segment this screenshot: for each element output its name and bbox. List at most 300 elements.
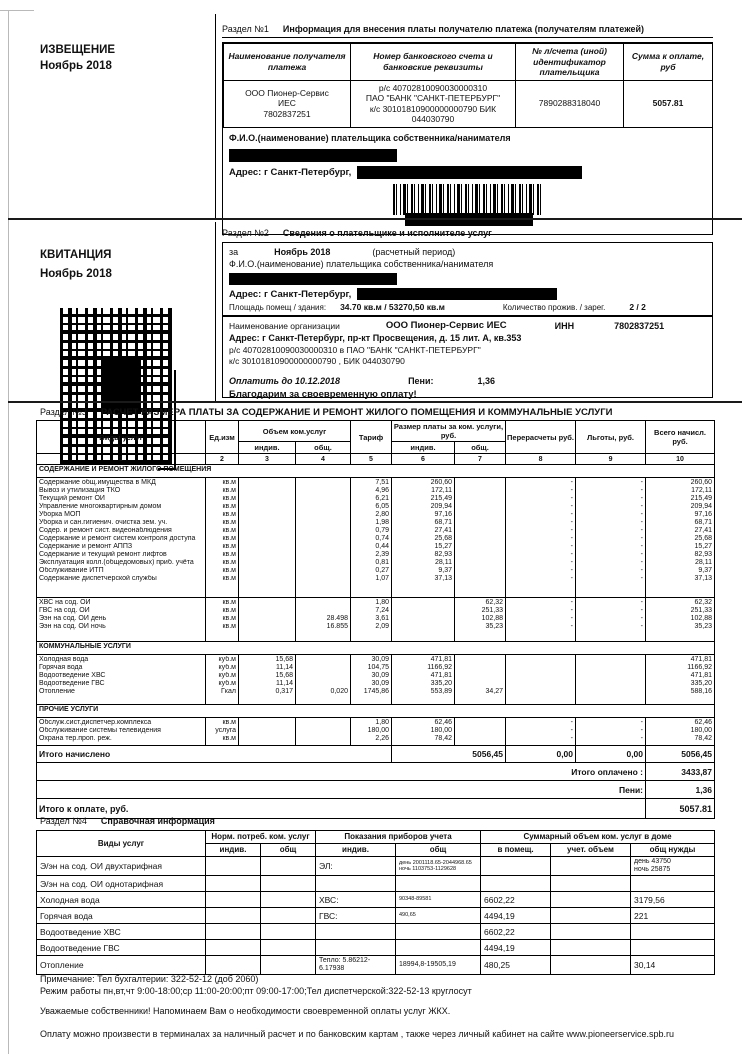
reference-cell xyxy=(206,940,261,956)
ref-hdr-services: Виды услуг xyxy=(37,831,206,857)
service-value: кв.м xyxy=(222,543,236,550)
service-value: - xyxy=(570,503,574,510)
service-value: кв.м xyxy=(222,551,236,558)
service-value: 62,32 xyxy=(694,599,713,606)
receipt-period: Ноябрь 2018 xyxy=(40,268,112,280)
service-value: 97,16 xyxy=(434,511,452,518)
service-value: 6,21 xyxy=(375,495,389,502)
service-value: - xyxy=(640,527,644,534)
scan-edge-line xyxy=(8,10,9,1054)
service-value: - xyxy=(640,519,644,526)
pay-due-date: Оплатить до 10.12.2018 xyxy=(229,376,341,386)
reference-cell xyxy=(316,956,396,975)
service-value: 35,23 xyxy=(694,623,713,630)
service-cell xyxy=(392,598,455,642)
service-value xyxy=(457,551,503,559)
service-name: Водоотведение ХВС xyxy=(39,672,106,679)
service-value xyxy=(241,519,293,527)
service-value: - xyxy=(640,567,644,574)
service-block-row xyxy=(37,478,715,598)
service-block-row xyxy=(37,718,715,746)
reference-cell: ГВС: xyxy=(316,908,396,924)
reference-cell xyxy=(261,924,316,940)
service-name: Содержание общ.имущества в МКД xyxy=(39,479,156,486)
service-value: - xyxy=(570,567,574,574)
service-value xyxy=(298,672,348,680)
section-divider xyxy=(8,218,742,220)
hdr-recalc: Перерасчеты руб. xyxy=(506,421,576,454)
service-value xyxy=(298,511,348,519)
hdr-amt-com: общ. xyxy=(455,442,506,454)
service-value: 471,81 xyxy=(430,672,452,679)
reference-cell xyxy=(631,940,715,956)
service-value xyxy=(508,688,573,696)
service-value: 172,11 xyxy=(691,487,713,494)
redacted-payer-name xyxy=(229,149,397,162)
service-cell xyxy=(351,718,392,746)
total-accrued-label: Итого начислено xyxy=(37,746,392,763)
service-value: - xyxy=(570,551,574,558)
meter-reading: день 43750 xyxy=(634,858,671,865)
reference-cell: Отопление xyxy=(37,956,206,975)
service-value: - xyxy=(570,559,574,566)
hdr-vol-ind: индив. xyxy=(239,442,296,454)
service-value: кв.м xyxy=(222,479,236,486)
account-cell: 7890288318040 xyxy=(516,80,624,127)
ref-subheader: индив. xyxy=(206,844,261,857)
service-value: - xyxy=(640,607,644,614)
service-cell xyxy=(239,655,296,705)
service-cell xyxy=(239,718,296,746)
service-cell xyxy=(206,598,239,642)
service-value: 11,14 xyxy=(276,664,293,671)
service-value: - xyxy=(640,503,644,510)
total-due-value: 5057.81 xyxy=(646,799,715,819)
service-cell xyxy=(351,478,392,598)
service-value xyxy=(508,664,573,672)
service-value: - xyxy=(640,543,644,550)
hdr-amount-group: Размер платы за ком. услуги, руб. xyxy=(392,421,506,442)
service-name: Уборка МОП xyxy=(39,511,81,518)
recipient-cell: ООО Пионер-Сервис ИЕС 7802837251 xyxy=(224,80,351,127)
service-cell xyxy=(576,598,646,642)
service-value xyxy=(578,656,643,664)
service-value xyxy=(457,543,503,551)
service-value: 30,09 xyxy=(371,656,389,663)
reference-row xyxy=(37,956,715,975)
service-cell xyxy=(576,718,646,746)
notice-title: ИЗВЕЩЕНИЕ xyxy=(40,44,116,56)
redacted-qr-center xyxy=(103,358,141,414)
meter-reading: Тепло: 5.86212- xyxy=(319,957,371,964)
service-value xyxy=(457,495,503,503)
service-cell xyxy=(506,478,576,598)
column-numbers-row xyxy=(37,454,715,465)
reference-row xyxy=(37,892,715,908)
reference-cell xyxy=(631,924,715,940)
ref-subheader: индив. xyxy=(316,844,396,857)
service-value: - xyxy=(640,735,644,742)
reference-cell xyxy=(206,892,261,908)
service-value: 0,44 xyxy=(375,543,389,550)
service-value: 180,00 xyxy=(430,727,452,734)
receipt-sidebar xyxy=(40,246,112,284)
service-value: 0,27 xyxy=(375,567,389,574)
service-cell xyxy=(296,598,351,642)
reference-table xyxy=(36,830,715,975)
service-value: кв.м xyxy=(222,615,236,622)
note-working-hours: Режим работы пн,вт,чт 9:00-18:00;ср 11:00-20:00;пт 09:00-17:00;Тел диспетчерской:322-52-13 круглосут xyxy=(40,986,472,996)
service-value: - xyxy=(640,495,644,502)
service-value: 335,20 xyxy=(690,680,713,687)
period-prefix: за xyxy=(229,247,239,257)
reference-cell xyxy=(551,956,631,975)
column-number: 3 xyxy=(239,454,296,465)
service-value: кв.м xyxy=(222,487,236,494)
service-value: 0,74 xyxy=(375,535,389,542)
col-recipient-header: Наименование получателя платежа xyxy=(224,44,351,81)
total-accrued-row xyxy=(37,746,715,763)
reference-cell xyxy=(396,857,481,876)
service-value: кв.м xyxy=(222,719,236,726)
service-cell xyxy=(455,598,506,642)
service-value xyxy=(508,656,573,664)
service-value: 1,80 xyxy=(375,719,389,726)
service-value xyxy=(298,575,348,583)
period-suffix: (расчетный период) xyxy=(372,247,456,257)
service-value: куб.м xyxy=(218,680,236,687)
service-value xyxy=(241,543,293,551)
service-value xyxy=(578,664,643,672)
reference-cell xyxy=(551,892,631,908)
service-value: 251,33 xyxy=(481,607,504,614)
notice-sidebar xyxy=(40,42,115,74)
hdr-service-types: Виды услуг xyxy=(37,421,206,454)
service-value xyxy=(457,735,503,743)
service-value xyxy=(457,719,503,727)
service-value: 62,32 xyxy=(485,599,504,606)
service-name: Текущий ремонт ОИ xyxy=(39,495,105,502)
service-name: Холодная вода xyxy=(39,656,89,663)
service-value: 2,39 xyxy=(375,551,389,558)
reference-cell: 4494,19 xyxy=(481,940,551,956)
service-value: 30,09 xyxy=(371,680,389,687)
service-value: 2,26 xyxy=(375,735,389,742)
service-value: кв.м xyxy=(222,567,236,574)
org-address: Адрес: г Санкт-Петербург, пр-кт Просвещения, д. 15 лит. А, кв.353 xyxy=(229,333,522,343)
service-value xyxy=(241,615,293,623)
service-value: 28.498 xyxy=(326,615,348,622)
section3-label: Раздел №3 xyxy=(40,407,87,417)
reference-cell xyxy=(396,924,481,940)
service-name: Содержание диспетчерской службы xyxy=(39,575,157,582)
hdr-unit: Ед.изм xyxy=(206,421,239,454)
service-value xyxy=(241,559,293,567)
reference-cell xyxy=(481,857,551,876)
service-cell xyxy=(392,718,455,746)
reference-cell xyxy=(396,940,481,956)
service-value: 104,75 xyxy=(367,664,389,671)
reference-cell xyxy=(206,956,261,975)
meter-reading: 90348-89581 xyxy=(399,896,432,903)
column-number: 7 xyxy=(455,454,506,465)
service-value: - xyxy=(640,559,644,566)
service-value: 62,46 xyxy=(694,719,713,726)
col-bank-header: Номер банковского счета и банковские реквизиты xyxy=(351,44,516,81)
service-cell xyxy=(506,655,576,705)
inn-value: 7802837251 xyxy=(614,320,665,331)
service-group-label: КОММУНАЛЬНЫЕ УСЛУГИ xyxy=(37,642,715,655)
peni-label: Пени: xyxy=(408,376,434,386)
service-value: 15,68 xyxy=(275,656,293,663)
reference-cell: Водоотведение ХВС xyxy=(37,924,206,940)
reference-cell xyxy=(481,876,551,892)
service-value: - xyxy=(570,615,574,622)
service-name: Охрана тер.проп. реж. xyxy=(39,735,112,742)
note-accounting-phone: Примечание: Тел бухгалтерии: 322-52-12 (доб 2060) xyxy=(40,974,259,984)
service-value: 9,37 xyxy=(438,567,452,574)
service-value xyxy=(298,527,348,535)
service-value: 0,020 xyxy=(330,688,348,695)
service-value: 553,89 xyxy=(430,688,452,695)
service-value: кв.м xyxy=(222,511,236,518)
reference-cell: 6602,22 xyxy=(481,892,551,908)
reference-cell xyxy=(551,908,631,924)
service-name: Горячая вода xyxy=(39,664,83,671)
service-value xyxy=(298,551,348,559)
service-cell xyxy=(296,718,351,746)
service-value: кв.м xyxy=(222,519,236,526)
peni-value: 1,36 xyxy=(477,376,496,386)
service-value: 0,81 xyxy=(375,559,389,566)
service-value: 1,98 xyxy=(375,519,389,526)
reference-cell xyxy=(261,876,316,892)
service-name: Содержание и текущий ремонт лифтов xyxy=(39,551,167,558)
service-value: 9,37 xyxy=(698,567,713,574)
service-value xyxy=(241,503,293,511)
peni-row xyxy=(37,781,715,799)
meter-reading: 490,65 xyxy=(399,912,416,919)
service-value: - xyxy=(640,623,644,630)
service-value: 82,93 xyxy=(694,551,713,558)
service-value xyxy=(241,487,293,495)
total-accrued-recalc: 0,00 xyxy=(506,746,576,763)
service-name: Отопление xyxy=(39,688,75,695)
service-cell xyxy=(351,598,392,642)
service-value: - xyxy=(640,479,644,486)
org-name: ООО Пионер-Сервис ИЕС xyxy=(385,320,507,331)
column-number: 5 xyxy=(351,454,392,465)
service-value xyxy=(578,688,643,696)
service-cell xyxy=(455,718,506,746)
total-paid-value: 3433,87 xyxy=(646,763,715,781)
service-value: - xyxy=(570,535,574,542)
service-value: 172,11 xyxy=(431,487,452,494)
hdr-amt-ind: индив. xyxy=(392,442,455,454)
total-paid-row xyxy=(37,763,715,781)
service-value: кв.м xyxy=(222,495,236,502)
service-value: 78,42 xyxy=(694,735,713,742)
service-value: 27,41 xyxy=(434,527,452,534)
service-value xyxy=(241,735,293,743)
section4-label: Раздел №4 xyxy=(40,816,87,826)
service-value xyxy=(457,680,503,688)
reference-row xyxy=(37,940,715,956)
service-cell xyxy=(206,478,239,598)
service-value xyxy=(298,559,348,567)
service-name: Ээн на сод. ОИ день xyxy=(39,615,107,622)
service-cell xyxy=(37,718,206,746)
ref-subheader: учет. объем xyxy=(551,844,631,857)
service-value: куб.м xyxy=(218,672,236,679)
service-name: Содер. и ремонт сист. видеонаблюдения xyxy=(39,527,172,534)
service-value: 1,80 xyxy=(375,599,389,606)
service-cell xyxy=(506,598,576,642)
service-cell xyxy=(351,655,392,705)
service-value xyxy=(241,479,293,487)
service-group-label: СОДЕРЖАНИЕ И РЕМОНТ ЖИЛОГО ПОМЕЩЕНИЯ xyxy=(37,465,715,478)
section4-title: Раздел №4 Справочная информация xyxy=(40,816,215,826)
service-value xyxy=(241,727,293,735)
reference-cell xyxy=(551,924,631,940)
notice-period: Ноябрь 2018 xyxy=(40,60,112,72)
service-value: 3,61 xyxy=(375,615,389,622)
reference-cell xyxy=(206,876,261,892)
service-value: - xyxy=(640,727,644,734)
service-value xyxy=(298,495,348,503)
service-value: - xyxy=(570,511,574,518)
reference-cell xyxy=(551,940,631,956)
reference-cell xyxy=(631,876,715,892)
service-value xyxy=(298,664,348,672)
service-value: куб.м xyxy=(218,656,236,663)
service-value: - xyxy=(570,543,574,550)
reference-cell: Водоотведение ГВС xyxy=(37,940,206,956)
reference-cell xyxy=(261,956,316,975)
service-value xyxy=(508,672,573,680)
reference-cell: 30,14 xyxy=(631,956,715,975)
service-value: - xyxy=(570,735,574,742)
hdr-vol-com: общ. xyxy=(296,442,351,454)
service-value xyxy=(298,727,348,735)
reference-cell: 480,25 xyxy=(481,956,551,975)
service-value: 11,14 xyxy=(276,680,293,687)
service-value: - xyxy=(640,551,644,558)
service-value: 68,71 xyxy=(694,519,713,526)
meter-reading: ночь 1103753-1129628 xyxy=(399,866,457,872)
service-value xyxy=(298,535,348,543)
service-value xyxy=(457,672,503,680)
service-name: Обслуживание системы телевидения xyxy=(39,727,161,734)
total-accrued-sum: 5056,45 xyxy=(646,746,715,763)
service-value: 25,68 xyxy=(694,535,713,542)
service-value: 471,81 xyxy=(430,656,452,663)
service-value xyxy=(457,664,503,672)
reference-cell xyxy=(551,876,631,892)
reference-cell: 6602,22 xyxy=(481,924,551,940)
service-value xyxy=(241,575,293,583)
column-number: 6 xyxy=(392,454,455,465)
receipt-title: КВИТАНЦИЯ xyxy=(40,249,112,261)
column-number: 4 xyxy=(296,454,351,465)
meter-reading: день 2001118.65-2044968.65 xyxy=(399,859,472,866)
service-value: 0,79 xyxy=(375,527,389,534)
hdr-benefits: Льготы, руб. xyxy=(576,421,646,454)
reference-cell xyxy=(396,956,481,975)
section2-title: Раздел №2 Сведения о плательщике и исполнителе услуг xyxy=(222,228,492,238)
service-value xyxy=(298,479,348,487)
service-value xyxy=(241,719,293,727)
service-value: куб.м xyxy=(218,664,236,671)
service-name: Содержание и ремонт АППЗ xyxy=(39,543,133,550)
service-value xyxy=(298,719,348,727)
service-value: 62,46 xyxy=(434,719,452,726)
service-cell xyxy=(392,478,455,598)
reference-cell xyxy=(261,940,316,956)
charges-table xyxy=(36,420,715,819)
reference-cell: Э/эн на сод. ОИ однотарифная xyxy=(37,876,206,892)
service-cell xyxy=(206,718,239,746)
service-value xyxy=(298,543,348,551)
reference-cell: ХВС: xyxy=(316,892,396,908)
service-group-row xyxy=(37,642,715,655)
service-cell xyxy=(576,655,646,705)
service-value: 15,27 xyxy=(434,543,452,550)
service-value xyxy=(457,656,503,664)
address-label2: Адрес: г Санкт-Петербург, xyxy=(229,288,352,300)
service-value: Гкал xyxy=(221,688,236,695)
reference-cell xyxy=(261,892,316,908)
service-value: 30,09 xyxy=(371,672,389,679)
col-account-header: № л/счета (иной) идентификатор плательщика xyxy=(516,44,624,81)
reference-cell xyxy=(396,908,481,924)
ref-subheader: в помещ. xyxy=(481,844,551,857)
service-value xyxy=(241,607,293,615)
service-value: 6,05 xyxy=(375,503,389,510)
service-value: 16.855 xyxy=(326,623,348,630)
service-group-label: ПРОЧИЕ УСЛУГИ xyxy=(37,705,715,718)
section-divider2 xyxy=(8,401,742,403)
service-value: кв.м xyxy=(222,735,236,742)
service-value: - xyxy=(570,519,574,526)
address-label: Адрес: г Санкт-Петербург, xyxy=(229,166,352,178)
column-number: 8 xyxy=(506,454,576,465)
service-value xyxy=(578,672,643,680)
service-cell xyxy=(239,478,296,598)
service-block-row xyxy=(37,598,715,642)
column-number: 2 xyxy=(206,454,239,465)
service-value xyxy=(457,503,503,511)
service-value: 180,00 xyxy=(367,727,389,734)
service-value xyxy=(241,535,293,543)
service-value: 2,09 xyxy=(375,623,389,630)
service-value: - xyxy=(640,535,644,542)
service-name: Управление многоквартирным домом xyxy=(39,503,162,510)
service-value: 1745,86 xyxy=(363,688,389,695)
bank-cell: р/с 40702810090030000310 ПАО "БАНК "САНКТ-ПЕТЕРБУРГ" к/с 30101810900000000790 БИК 044030790 xyxy=(351,80,516,127)
service-value: - xyxy=(570,599,574,606)
ref-subheader: общ нужды xyxy=(631,844,715,857)
service-value xyxy=(298,680,348,688)
meter-reading: 6.17938 xyxy=(319,965,345,972)
service-value: кв.м xyxy=(222,559,236,566)
total-accrued-benefit: 0,00 xyxy=(576,746,646,763)
ref-hdr-norm: Норм. потреб. ком. услуг xyxy=(206,831,316,844)
meter-reading: ночь 25875 xyxy=(634,866,671,873)
total-paid-label: Итого оплачено : xyxy=(37,763,646,781)
payer-label2: Ф.И.О.(наименование) плательщика собственника/нанимателя xyxy=(229,259,494,269)
service-name: ГВС на сод. ОИ xyxy=(39,607,90,614)
